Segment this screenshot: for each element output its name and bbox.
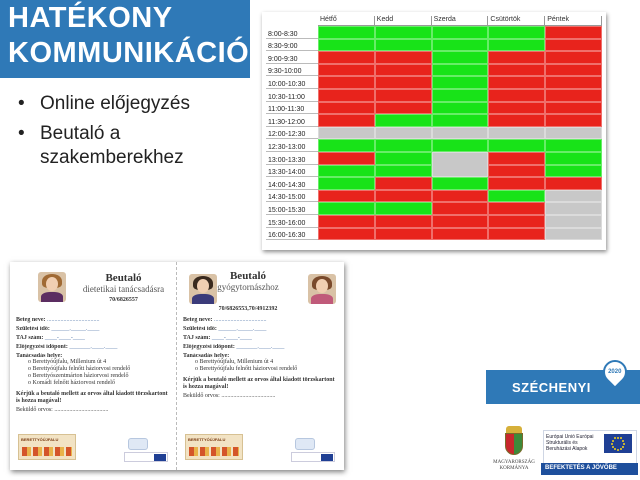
bullet-text: Online előjegyzés [40, 93, 190, 114]
schedule-slot [318, 177, 375, 190]
schedule-slot [432, 127, 489, 140]
schedule-slot [488, 76, 545, 89]
schedule-slot [375, 114, 432, 127]
location-item: o Berettyószentmárton háziorvosi rendelő [28, 373, 170, 380]
eu-star-icon [623, 443, 625, 445]
schedule-slot [318, 127, 375, 140]
schedule-slot [432, 114, 489, 127]
staff-photo [189, 274, 217, 304]
government-label: MAGYARORSZÁG KORMÁNYA [493, 460, 535, 471]
form-field: Előjegyzési időpont: _______.____.____ [183, 344, 285, 350]
location-list [183, 359, 338, 373]
schedule-slot [432, 76, 489, 89]
schedule-slot [318, 89, 375, 102]
schedule-slot [545, 76, 602, 89]
schedule-slot [545, 64, 602, 77]
schedule-slot [545, 202, 602, 215]
schedule-slot [432, 228, 489, 241]
schedule-slot [375, 152, 432, 165]
schedule-slot [545, 190, 602, 203]
schedule-slot [432, 215, 489, 228]
schedule-time-label: 11:30-12:00 [266, 114, 318, 127]
schedule-time-label: 15:30-16:00 [266, 215, 318, 228]
schedule-day-header: Péntek [545, 16, 602, 26]
location-label: Tanácsadás helye: [183, 353, 230, 359]
eu-star-icon [617, 437, 619, 439]
card-subtitle: dietetikai tanácsadásra [82, 284, 165, 294]
schedule-slot [488, 114, 545, 127]
schedule-slot [318, 190, 375, 203]
schedule-time-label: 12:30-13:00 [266, 139, 318, 152]
schedule-slot [545, 177, 602, 190]
staff-photo [308, 274, 336, 304]
location-label: Tanácsadás helye: [16, 353, 63, 359]
schedule-slot [432, 202, 489, 215]
schedule-slot [545, 165, 602, 178]
schedule-slot [375, 177, 432, 190]
schedule-slot [375, 127, 432, 140]
location-item: o Berettyóújfalu, Millenium út 4 [195, 359, 338, 366]
schedule-day-header: Csütörtök [488, 16, 545, 26]
program-badge-icon [295, 438, 315, 450]
schedule-slot [488, 165, 545, 178]
schedule-slot [432, 190, 489, 203]
schedule-slot [375, 39, 432, 52]
eu-star-icon [617, 449, 619, 451]
eu-star-icon [620, 437, 622, 439]
schedule-slot [488, 64, 545, 77]
schedule-slot [318, 152, 375, 165]
schedule-time-label: 16:00-16:30 [266, 228, 318, 241]
schedule-slot [545, 127, 602, 140]
schedule-slot [488, 51, 545, 64]
eu-star-icon [611, 443, 613, 445]
bullet-dot-icon: • [18, 123, 25, 144]
schedule-slot [545, 39, 602, 52]
location-list [16, 359, 170, 387]
bullet-item [18, 92, 253, 116]
schedule-slot [432, 64, 489, 77]
schedule-slot [545, 215, 602, 228]
bullet-dot-icon: • [18, 93, 25, 114]
schedule-slot [318, 102, 375, 115]
schedule-slot [545, 51, 602, 64]
eu-mini-logo [291, 452, 335, 462]
coat-of-arms-icon [502, 426, 526, 458]
schedule-slot [375, 64, 432, 77]
sender-field: Beküldő orvos: .................................... [183, 393, 276, 399]
schedule-time-label: 8:00-8:30 [266, 26, 318, 39]
schedule-slot [488, 127, 545, 140]
schedule-time-label: 13:00-13:30 [266, 152, 318, 165]
schedule-grid [266, 16, 602, 246]
schedule-slot [432, 39, 489, 52]
schedule-slot [318, 202, 375, 215]
card-title: Beutaló [105, 272, 142, 284]
card-title: Beutaló [229, 270, 267, 282]
schedule-slot [545, 89, 602, 102]
eu-mini-logo [124, 452, 168, 462]
card-header [16, 266, 170, 314]
schedule-time-label: 15:00-15:30 [266, 202, 318, 215]
schedule-table [262, 12, 606, 250]
town-logo: BERETTYÓÚJFALU [18, 434, 76, 460]
schedule-slot [488, 139, 545, 152]
eu-star-icon [614, 437, 616, 439]
schedule-slot [488, 177, 545, 190]
schedule-slot [432, 152, 489, 177]
schedule-time-label: 8:30-9:00 [266, 39, 318, 52]
schedule-time-label: 9:00-9:30 [266, 51, 318, 64]
schedule-day-header: Hétfő [318, 16, 375, 26]
schedule-time-label: 11:00-11:30 [266, 102, 318, 115]
schedule-slot [375, 76, 432, 89]
eu-label: Európai Unió Európai Strukturális és Beruházási Alapok [546, 434, 594, 452]
schedule-slot [488, 190, 545, 203]
schedule-day-header: Szerda [432, 16, 489, 26]
eu-star-icon [612, 446, 614, 448]
schedule-slot [318, 64, 375, 77]
schedule-slot [488, 215, 545, 228]
card-note: Kérjük a beutaló mellett az orvos által kiadott törzskartont is hozza magával! [16, 391, 168, 404]
schedule-slot [318, 39, 375, 52]
referral-card-physiotherapy [177, 262, 344, 470]
schedule-slot [375, 89, 432, 102]
form-field: Születési idő: ______._____.____ [16, 326, 100, 332]
schedule-slot [488, 228, 545, 241]
schedule-slot [375, 139, 432, 152]
schedule-time-label: 14:30-15:00 [266, 190, 318, 203]
form-field: Születési idő: ______._____.____ [183, 326, 267, 332]
schedule-slot [318, 139, 375, 152]
schedule-slot [375, 228, 432, 241]
invest-label: BEFEKTETÉS A JÖVŐBE [545, 465, 617, 471]
schedule-slot [432, 89, 489, 102]
eu-star-icon [622, 446, 624, 448]
eu-star-icon [620, 448, 622, 450]
schedule-slot [318, 114, 375, 127]
form-field: Beteg neve: ................................... [16, 317, 100, 323]
form-field: TAJ szám: ____-____-____ [16, 335, 85, 341]
schedule-slot [318, 215, 375, 228]
slide-title-line1: HATÉKONY [8, 2, 173, 34]
card-phone: 70/6826553,70/4912392 [218, 306, 278, 312]
schedule-slot [432, 177, 489, 190]
card-subtitle: gyógytornászhoz [217, 282, 279, 292]
schedule-time-label: 10:30-11:00 [266, 89, 318, 102]
referral-cards [10, 262, 344, 470]
bullet-item [18, 122, 253, 170]
schedule-time-label: 10:00-10:30 [266, 76, 318, 89]
schedule-slot [488, 89, 545, 102]
schedule-slot [318, 51, 375, 64]
schedule-slot [432, 51, 489, 64]
town-logo: BERETTYÓÚJFALU [185, 434, 243, 460]
location-pin-icon: 2020 [598, 355, 632, 389]
schedule-slot [488, 26, 545, 39]
schedule-slot [318, 26, 375, 39]
schedule-day-header: Kedd [375, 16, 432, 26]
schedule-slot [375, 51, 432, 64]
schedule-slot [318, 76, 375, 89]
eu-star-icon [622, 440, 624, 442]
schedule-slot [318, 228, 375, 241]
bullet-text: Beutaló a szakemberekhez [40, 123, 184, 168]
schedule-time-label: 12:00-12:30 [266, 127, 318, 140]
schedule-slot [545, 26, 602, 39]
location-item: o Komádi felnőtt háziorvosi rendelő [28, 380, 170, 387]
form-field: Beteg neve: ................................... [183, 317, 267, 323]
sender-field: Beküldő orvos: .................................... [16, 407, 109, 413]
slide-title-line2: KOMMUNIKÁCIÓ [8, 37, 250, 69]
schedule-time-label: 9:30-10:00 [266, 64, 318, 77]
referral-card-dietetics [10, 262, 177, 470]
schedule-slot [545, 228, 602, 241]
eu-flag-icon [604, 434, 632, 453]
location-item: o Berettyóújfalu felnőtt háziorvosi rendelő [28, 366, 170, 373]
schedule-slot [545, 139, 602, 152]
schedule-slot [432, 26, 489, 39]
schedule-slot [432, 102, 489, 115]
form-field: TAJ szám: ____-____-____ [183, 335, 252, 341]
schedule-slot [488, 202, 545, 215]
schedule-slot [375, 102, 432, 115]
staff-photo [38, 272, 66, 302]
eu-star-icon [612, 440, 614, 442]
schedule-slot [375, 215, 432, 228]
schedule-slot [375, 165, 432, 178]
eu-star-icon [614, 448, 616, 450]
schedule-time-label: 14:00-14:30 [266, 177, 318, 190]
schedule-slot [432, 139, 489, 152]
form-field: Előjegyzési időpont: _______.____.____ [16, 344, 118, 350]
schedule-slot [318, 165, 375, 178]
location-item: o Berettyóújfalu, Millenium út 4 [28, 359, 170, 366]
schedule-slot [375, 26, 432, 39]
szechenyi-logo-text: SZÉCHENYI [512, 380, 591, 395]
schedule-slot [545, 102, 602, 115]
schedule-slot [375, 190, 432, 203]
schedule-slot [488, 102, 545, 115]
schedule-slot [375, 202, 432, 215]
location-item: o Berettyóújfalu felnőtt háziorvosi rendelő [195, 366, 338, 373]
schedule-slot [545, 152, 602, 165]
bullet-list [18, 92, 253, 176]
schedule-slot [488, 152, 545, 165]
card-note: Kérjük a beutaló mellett az orvos által kiadott törzskartont is hozza magával! [183, 377, 335, 390]
schedule-time-label: 13:30-14:00 [266, 165, 318, 178]
card-phone: 70/6826557 [109, 297, 138, 303]
schedule-slot [488, 39, 545, 52]
schedule-slot [545, 114, 602, 127]
program-badge-icon [128, 438, 148, 450]
card-header [183, 266, 338, 314]
